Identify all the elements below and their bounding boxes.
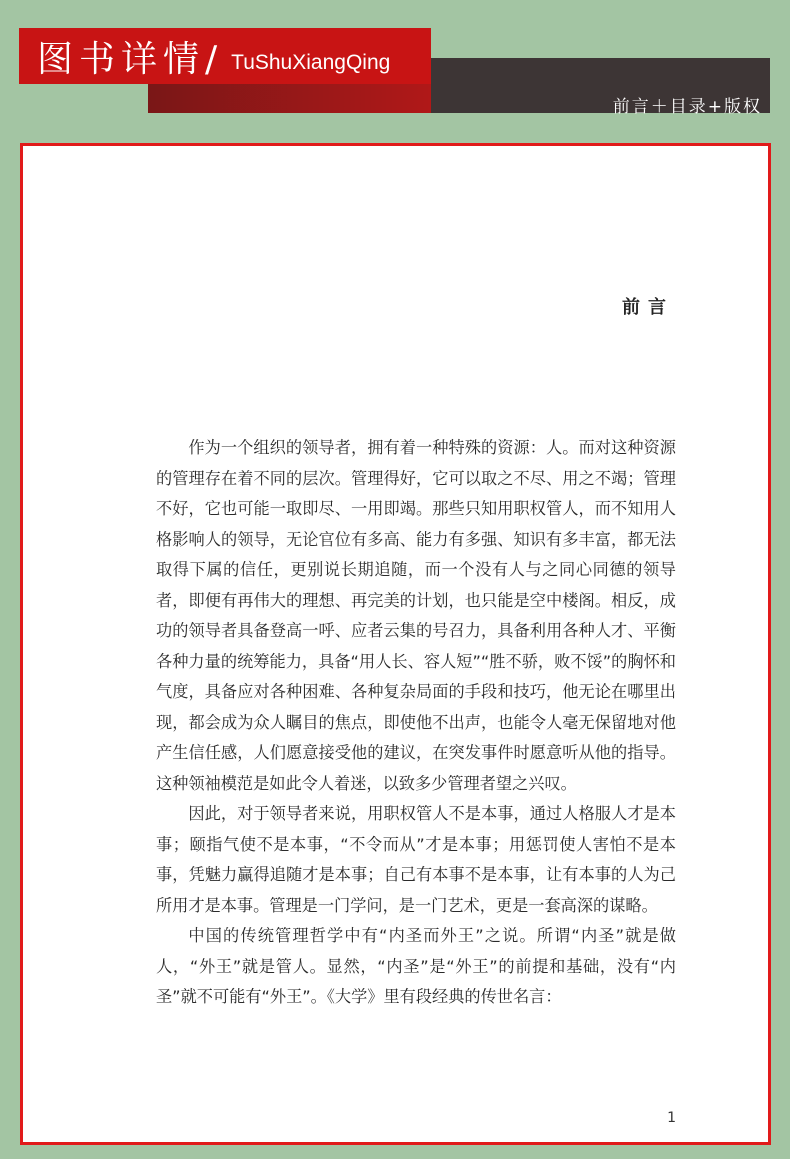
header-shadow-band bbox=[148, 84, 431, 113]
book-page bbox=[20, 143, 771, 1145]
page-number: 1 bbox=[667, 1110, 676, 1126]
header-title-en: TuShuXiangQing bbox=[231, 51, 391, 74]
paragraph: 因此，对于领导者来说，用职权管人不是本事，通过人格服人才是本事；颐指气使不是本事，“不令而从”才是本事；用惩罚使人害怕不是本事，凭魅力赢得追随才是本事；自己有本事不是本事，让有本事的人为己所用才是本事。管理是一门学问，是一门艺术，更是一套高深的谋略。 bbox=[156, 804, 676, 915]
header-subtitle: 前言＋目录+版权 bbox=[612, 97, 762, 117]
header-title-block bbox=[19, 28, 431, 84]
header-title-cn: 图书详情/ bbox=[37, 38, 224, 80]
page-title: 前言 bbox=[622, 297, 674, 318]
paragraph: 中国的传统管理哲学中有“内圣而外王”之说。所谓“内圣”就是做人，“外王”就是管人。显然，“内圣”是“外王”的前提和基础，没有“内圣”就不可能有“外王”。《大学》里有段经典的传世名言： bbox=[156, 926, 676, 1006]
preface-body bbox=[156, 433, 676, 1013]
paragraph: 作为一个组织的领导者，拥有着一种特殊的资源：人。而对这种资源的管理存在着不同的层次。管理得好，它可以取之不尽、用之不竭；管理不好，它也可能一取即尽、一用即竭。那些只知用职权管人，而不知用人格影响人的领导，无论官位有多高、能力有多强、知识有多丰富，都无法取得下属的信任，更别说长期追随，而一个没有人与之同心同德的领导者，即便有再伟大的理想、再完美的计划，也只能是空中楼阁。相反，成功的领导者具备登高一呼、应者云集的号召力，具备利用各种人才、平衡各种力量的统筹能力，具备“用人长、容人短”“胜不骄，败不馁”的胸怀和气度，具备应对各种困难、各种复杂局面的手段和技巧，他无论在哪里出现，都会成为众人瞩目的焦点，即使他不出声，也能令人毫无保留地对他产生信任感，人们愿意接受他的建议，在突发事件时愿意听从他的指导。这种领袖模范是如此令人着迷，以致多少管理者望之兴叹。 bbox=[156, 438, 676, 793]
